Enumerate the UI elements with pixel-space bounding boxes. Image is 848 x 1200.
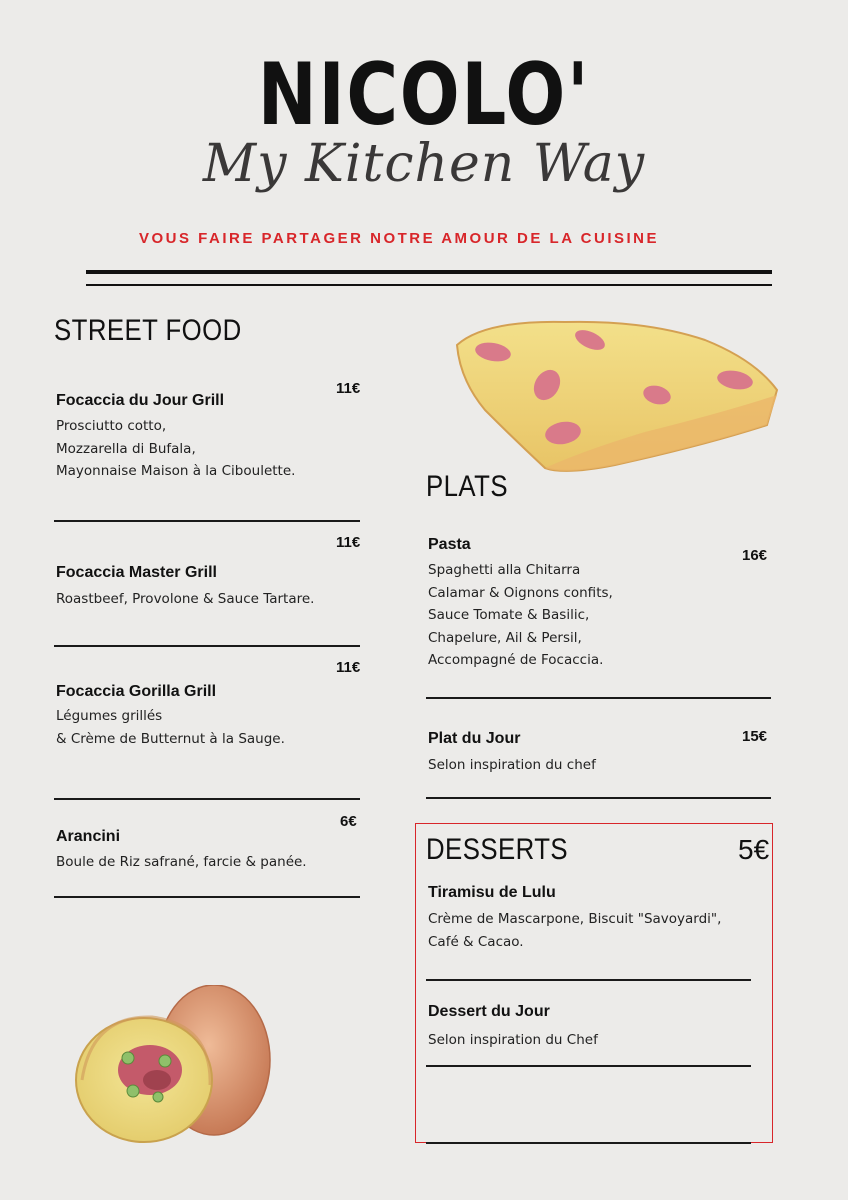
item-price: 6€	[340, 813, 357, 830]
item-name: Pasta	[428, 536, 471, 553]
item-description: Crème de Mascarpone, Biscuit "Savoyardi", Café & Cacao.	[428, 911, 722, 950]
item-name: Arancini	[56, 828, 121, 845]
item-divider	[426, 697, 771, 699]
item-price: 11€	[336, 659, 361, 676]
item-name: Dessert du Jour	[428, 1003, 550, 1020]
tagline: VOUS FAIRE PARTAGER NOTRE AMOUR DE LA CUISINE	[138, 230, 660, 247]
header-divider-thick	[86, 270, 772, 274]
desserts-box	[415, 823, 773, 1143]
section-title-street-food: STREET FOOD	[54, 314, 242, 347]
item-price: 11€	[336, 534, 361, 551]
item-name: Focaccia du Jour Grill	[56, 392, 225, 409]
focaccia-illustration	[445, 300, 790, 480]
item-name: Focaccia Gorilla Grill	[56, 683, 217, 700]
restaurant-script-title: My Kitchen Way	[202, 134, 646, 194]
item-divider	[426, 979, 751, 981]
item-description: Boule de Riz safrané, farcie & panée.	[56, 854, 307, 870]
restaurant-name: NICOLO'	[257, 45, 591, 145]
desserts-price: 5€	[738, 834, 770, 865]
item-divider	[426, 1065, 751, 1067]
item-price: 15€	[742, 728, 768, 745]
item-price: 16€	[742, 547, 768, 564]
section-title-plats: PLATS	[426, 470, 508, 503]
item-name: Focaccia Master Grill	[56, 564, 217, 581]
section-title-desserts: DESSERTS	[426, 833, 569, 866]
item-description: Légumes grillés & Crème de Butternut à la Sauge.	[56, 708, 285, 747]
item-description: Prosciutto cotto, Mozzarella di Bufala, Mayonnaise Maison à la Ciboulette.	[56, 418, 296, 479]
item-divider	[426, 1142, 751, 1144]
item-name: Plat du Jour	[428, 730, 521, 747]
item-divider	[54, 798, 360, 800]
item-description: Roastbeef, Provolone & Sauce Tartare.	[56, 591, 315, 607]
item-divider	[54, 645, 360, 647]
item-name: Tiramisu de Lulu	[428, 884, 556, 901]
item-description: Selon inspiration du Chef	[428, 1032, 598, 1048]
item-description: Spaghetti alla Chitarra Calamar & Oignons confits, Sauce Tomate & Basilic, Chapelure, Ail & Persil, Accompagné de Focaccia.	[428, 562, 613, 668]
item-description: Selon inspiration du chef	[428, 757, 596, 773]
header-divider-thin	[86, 284, 772, 286]
item-divider	[426, 797, 771, 799]
item-divider	[54, 896, 360, 898]
arancini-illustration	[62, 985, 277, 1160]
item-divider	[54, 520, 360, 522]
item-price: 11€	[336, 380, 361, 397]
